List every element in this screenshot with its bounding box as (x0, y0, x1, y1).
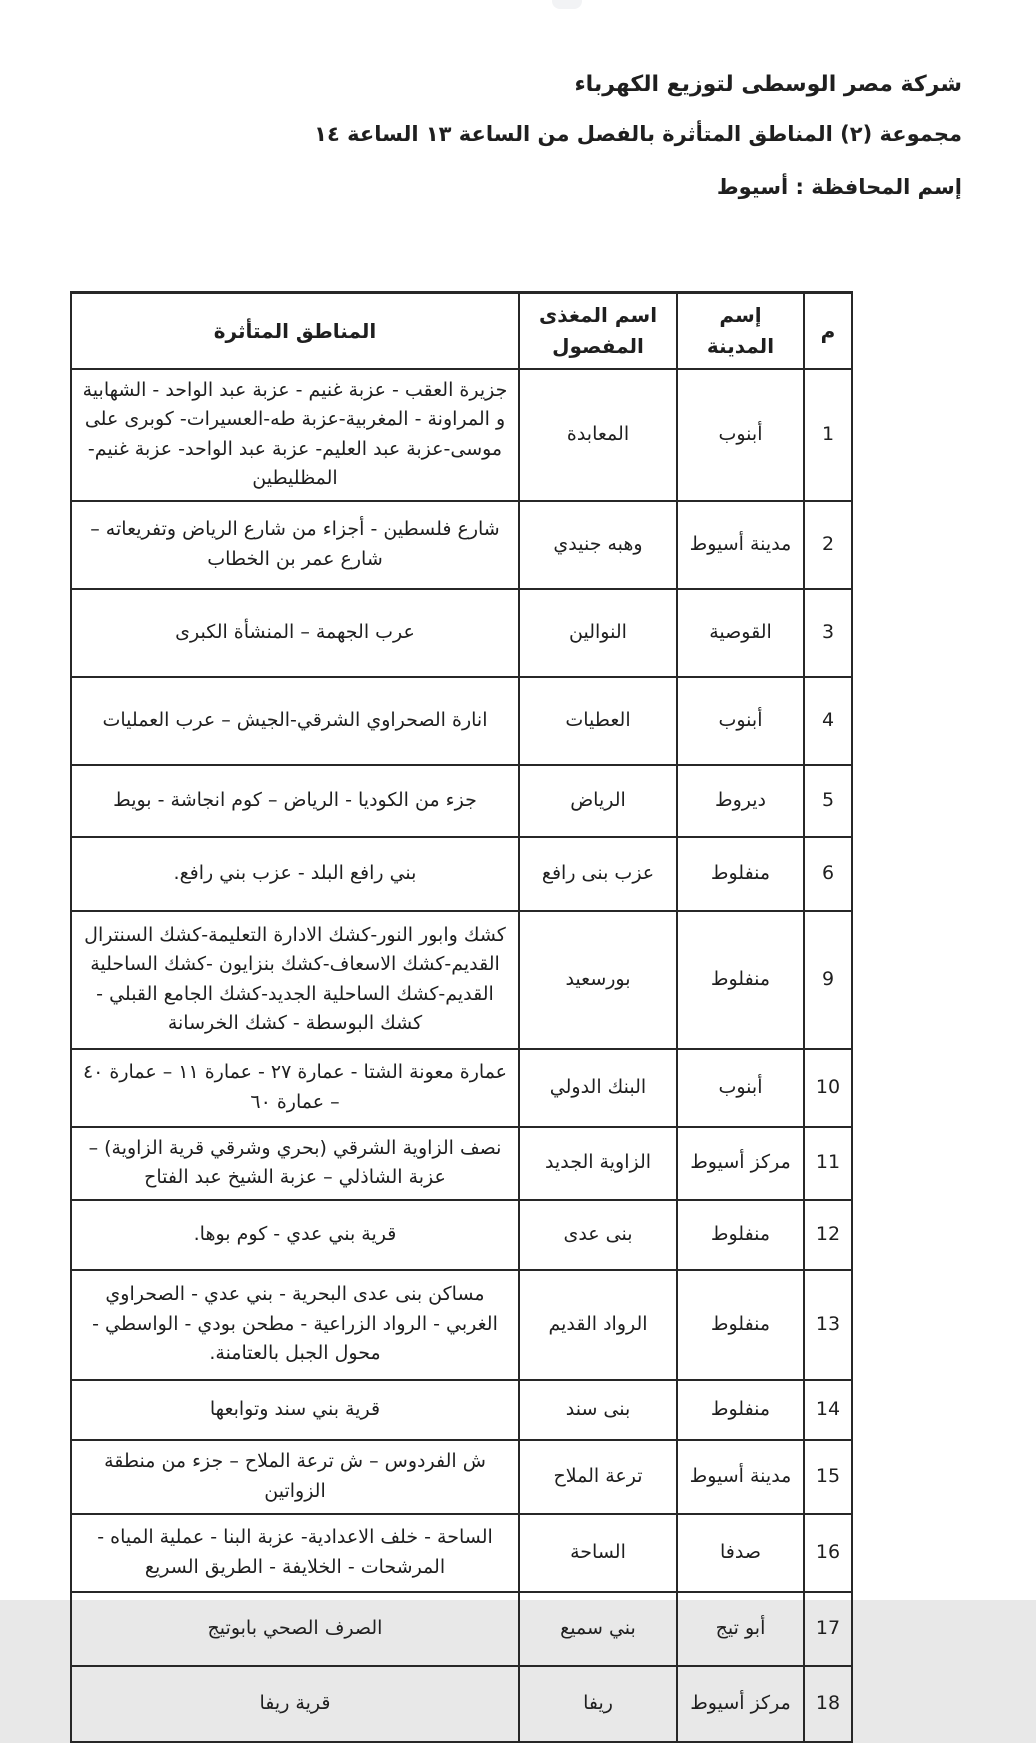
cell-city-name: منفلوط (677, 1270, 804, 1380)
cell-feeder-name: عزب بنى رافع (519, 837, 677, 911)
col-header-areas: المناطق المتأثرة (71, 293, 519, 370)
cell-affected-areas: بني رافع البلد - عزب بني رافع. (71, 837, 519, 911)
cell-feeder-name: الرياض (519, 765, 677, 837)
table-row (71, 1270, 852, 1380)
cell-city-name: أبنوب (677, 1049, 804, 1127)
cell-affected-areas: الصرف الصحي بابوتيج (71, 1592, 519, 1666)
cell-row-number: 9 (804, 911, 852, 1049)
cell-row-number: 17 (804, 1592, 852, 1666)
cell-city-name: منفلوط (677, 1200, 804, 1270)
cell-city-name: مركز أسيوط (677, 1127, 804, 1200)
cell-city-name: منفلوط (677, 1380, 804, 1440)
cell-row-number: 3 (804, 589, 852, 677)
cell-feeder-name: العطيات (519, 677, 677, 765)
cell-row-number: 2 (804, 501, 852, 589)
cell-affected-areas: جزيرة العقب - عزبة غنيم - عزبة عبد الواحد - الشهابية و المراونة - المغربية-عزبة طه-العسيرات- كوبرى على موسى-عزبة عبد العليم- عزبة عبد الواحد- عزبة غنيم-المظليطين (71, 369, 519, 501)
table-row (71, 837, 852, 911)
cell-affected-areas: الساحة - خلف الاعدادية- عزبة البنا - عملية المياه - المرشحات - الخلايفة - الطريق السريع (71, 1514, 519, 1592)
table-row (71, 1440, 852, 1514)
cell-feeder-name: النوالين (519, 589, 677, 677)
cell-row-number: 4 (804, 677, 852, 765)
cell-city-name: أبنوب (677, 677, 804, 765)
cell-city-name: القوصية (677, 589, 804, 677)
col-header-feeder: اسم المغذى المفصول (519, 293, 677, 370)
cell-feeder-name: ريفا (519, 1666, 677, 1742)
cell-affected-areas: قرية ريفا (71, 1666, 519, 1742)
cell-affected-areas: نصف الزاوية الشرقي (بحري وشرقي قرية الزاوية) – عزبة الشاذلي – عزبة الشيخ عبد الفتاح (71, 1127, 519, 1200)
cell-row-number: 12 (804, 1200, 852, 1270)
cell-affected-areas: انارة الصحراوي الشرقي-الجيش – عرب العمليات (71, 677, 519, 765)
company-name: شركة مصر الوسطى لتوزيع الكهرباء (574, 72, 962, 97)
cell-affected-areas: عمارة معونة الشتا - عمارة ٢٧ - عمارة ١١ – عمارة ٤٠ – عمارة ٦٠ (71, 1049, 519, 1127)
cell-affected-areas: شارع فلسطين - أجزاء من شارع الرياض وتفريعاته – شارع عمر بن الخطاب (71, 501, 519, 589)
table-row (71, 1592, 852, 1666)
outage-table-container (72, 291, 853, 1743)
col-header-city: إسم المدينة (677, 293, 804, 370)
table-row (71, 765, 852, 837)
cell-affected-areas: ش الفردوس – ش ترعة الملاح – جزء من منطقة الزواتين (71, 1440, 519, 1514)
cell-city-name: منفلوط (677, 911, 804, 1049)
cell-row-number: 13 (804, 1270, 852, 1380)
cell-affected-areas: عرب الجهمة – المنشأة الكبرى (71, 589, 519, 677)
cell-row-number: 15 (804, 1440, 852, 1514)
cell-affected-areas: قرية بني عدي - كوم بوها. (71, 1200, 519, 1270)
cell-feeder-name: وهبه جنيدي (519, 501, 677, 589)
table-row (71, 1514, 852, 1592)
table-row (71, 501, 852, 589)
table-row (71, 1127, 852, 1200)
cell-feeder-name: المعابدة (519, 369, 677, 501)
cell-feeder-name: البنك الدولي (519, 1049, 677, 1127)
cell-feeder-name: الزاوية الجديد (519, 1127, 677, 1200)
cell-row-number: 5 (804, 765, 852, 837)
cell-city-name: مدينة أسيوط (677, 501, 804, 589)
cell-row-number: 10 (804, 1049, 852, 1127)
cell-feeder-name: بنى سند (519, 1380, 677, 1440)
cell-feeder-name: بنى عدى (519, 1200, 677, 1270)
cell-city-name: منفلوط (677, 837, 804, 911)
cell-affected-areas: مساكن بنى عدى البحرية - بني عدي - الصحراوي الغربي - الرواد الزراعية - مطحن بودي - الواسطي - محول الجبل بالعتامنة. (71, 1270, 519, 1380)
scan-artifact-mark (552, 0, 582, 9)
table-row (71, 677, 852, 765)
cell-city-name: مركز أسيوط (677, 1666, 804, 1742)
table-row (71, 1380, 852, 1440)
document-header (74, 72, 962, 200)
table-row (71, 369, 852, 501)
cell-affected-areas: جزء من الكوديا - الرياض – كوم انجاشة - بويط (71, 765, 519, 837)
cell-row-number: 14 (804, 1380, 852, 1440)
table-header-row (71, 293, 852, 370)
outage-table (70, 291, 853, 1743)
cell-city-name: أبنوب (677, 369, 804, 501)
cell-feeder-name: بورسعيد (519, 911, 677, 1049)
cell-row-number: 1 (804, 369, 852, 501)
col-header-index: م (804, 293, 852, 370)
cell-feeder-name: ترعة الملاح (519, 1440, 677, 1514)
table-row (71, 1666, 852, 1742)
cell-row-number: 18 (804, 1666, 852, 1742)
table-row (71, 589, 852, 677)
cell-feeder-name: الساحة (519, 1514, 677, 1592)
cell-feeder-name: بني سميع (519, 1592, 677, 1666)
table-body (71, 369, 852, 1742)
cell-affected-areas: كشك وابور النور-كشك الادارة التعليمة-كشك السنترال القديم-كشك الاسعاف-كشك بنزايون -كشك الساحلية القديم-كشك الساحلية الجديد-كشك الجامع القبلي - كشك البوسطة - كشك الخرسانة (71, 911, 519, 1049)
cell-affected-areas: قرية بني سند وتوابعها (71, 1380, 519, 1440)
table-row (71, 1049, 852, 1127)
cell-city-name: صدفا (677, 1514, 804, 1592)
cell-feeder-name: الرواد القديم (519, 1270, 677, 1380)
cell-row-number: 11 (804, 1127, 852, 1200)
governorate-label: إسم المحافظة : أسيوط (716, 174, 962, 199)
table-row (71, 1200, 852, 1270)
group-title: مجموعة (٢) المناطق المتأثرة بالفصل من الساعة ١٣ الساعة ١٤ (314, 122, 962, 147)
cell-row-number: 16 (804, 1514, 852, 1592)
table-row (71, 911, 852, 1049)
cell-city-name: ديروط (677, 765, 804, 837)
cell-row-number: 6 (804, 837, 852, 911)
cell-city-name: أبو تيج (677, 1592, 804, 1666)
cell-city-name: مدينة أسيوط (677, 1440, 804, 1514)
